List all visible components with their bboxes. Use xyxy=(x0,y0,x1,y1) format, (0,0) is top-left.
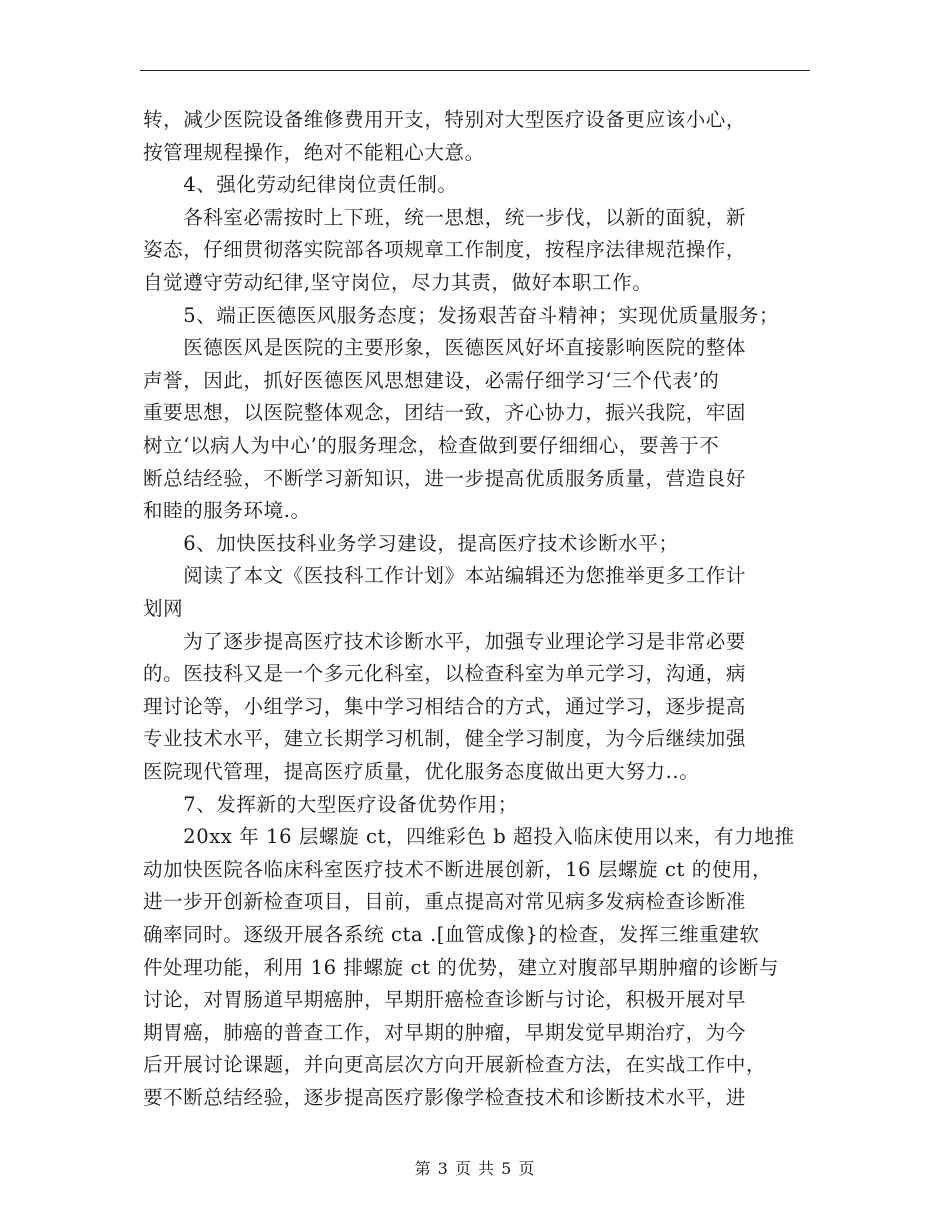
text-line: 医德医风是医院的主要形象，医德医风好坏直接影响医院的整体 xyxy=(143,336,747,360)
text-line: 6、加快医技科业务学习建设，提高医疗技术诊断水平； xyxy=(143,531,679,555)
text-line: 理讨论等，小组学习，集中学习相结合的方式，通过学习，逐步提高 xyxy=(143,694,747,718)
text-line: 5、端正医德医风服务态度；发扬艰苦奋斗精神；实现优质量服务； xyxy=(143,303,780,327)
text-line: 各科室必需按时上下班，统一思想，统一步伐，以新的面貌，新 xyxy=(143,205,747,229)
text-line: 期胃癌，肺癌的普查工作，对早期的肿瘤，早期发觉早期治疗，为今 xyxy=(143,1020,747,1044)
text-line: 姿态，仔细贯彻落实院部各项规章工作制度，按程序法律规范操作， xyxy=(143,238,747,262)
text-line: 件处理功能，利用 16 排螺旋 ct 的优势，建立对腹部早期肿瘤的诊断与 xyxy=(143,955,779,979)
page-footer: 第 3 页 共 5 页 xyxy=(414,1159,536,1178)
text-line: 按管理规程操作，绝对不能粗心大意。 xyxy=(143,140,485,164)
text-line: 为了逐步提高医疗技术诊断水平，加强专业理论学习是非常必要 xyxy=(143,629,747,653)
text-line: 专业技术水平，建立长期学习机制，健全学习制度，为今后继续加强 xyxy=(143,727,747,751)
text-line: 讨论，对胃肠道早期癌肿，早期肝癌检查诊断与讨论，积极开展对早 xyxy=(143,988,747,1012)
text-line: 断总结经验，不断学习新知识，进一步提高优质服务质量，营造良好 xyxy=(143,466,747,490)
text-line: 阅读了本文《医技科工作计划》本站编辑还为您推举更多工作计 xyxy=(143,564,747,588)
text-line: 转，减少医院设备维修费用开支，特别对大型医疗设备更应该小心， xyxy=(143,108,747,131)
text-line: 自觉遵守劳动纪律,坚守岗位，尽力其责，做好本职工作。 xyxy=(143,271,653,294)
text-line: 后开展讨论课题，并向更高层次方向开展新检查方法，在实战工作中， xyxy=(143,1053,767,1077)
text-line: 动加快医院各临床科室医疗技术不断进展创新，16 层螺旋 ct 的使用， xyxy=(143,857,773,881)
header-rule xyxy=(140,70,810,71)
text-line: 确率同时。逐级开展各系统 cta .[血管成像}的检查，发挥三维重建软 xyxy=(143,923,760,946)
text-line: 和睦的服务环境.。 xyxy=(143,499,311,523)
text-line: 4、强化劳动纪律岗位责任制。 xyxy=(143,173,458,197)
text-line: 7、发挥新的大型医疗设备优势作用； xyxy=(143,792,518,816)
text-line: 20xx 年 16 层螺旋 ct，四维彩色 b 超投入临床使用以来，有力地推 xyxy=(143,825,795,849)
text-line: 划网 xyxy=(143,597,184,620)
text-line: 声誉，因此，抓好医德医风思想建设，必需仔细学习‘三个代表’的 xyxy=(143,368,720,392)
text-line: 要不断总结经验，逐步提高医疗影像学检查技术和诊断技术水平，进 xyxy=(143,1086,747,1109)
text-line: 的。医技科又是一个多元化科室，以检查科室为单元学习，沟通，病 xyxy=(143,662,747,686)
text-line: 进一步开创新检查项目，目前，重点提高对常见病多发病检查诊断准 xyxy=(143,890,747,914)
text-line: 树立‘以病人为中心’的服务理念，检查做到要仔细细心，要善于不 xyxy=(143,434,720,457)
text-line: 重要思想，以医院整体观念，团结一致，齐心协力，振兴我院，牢固 xyxy=(143,401,747,425)
text-line: 医院现代管理，提高医疗质量，优化服务态度做出更大努力..。 xyxy=(143,760,700,783)
